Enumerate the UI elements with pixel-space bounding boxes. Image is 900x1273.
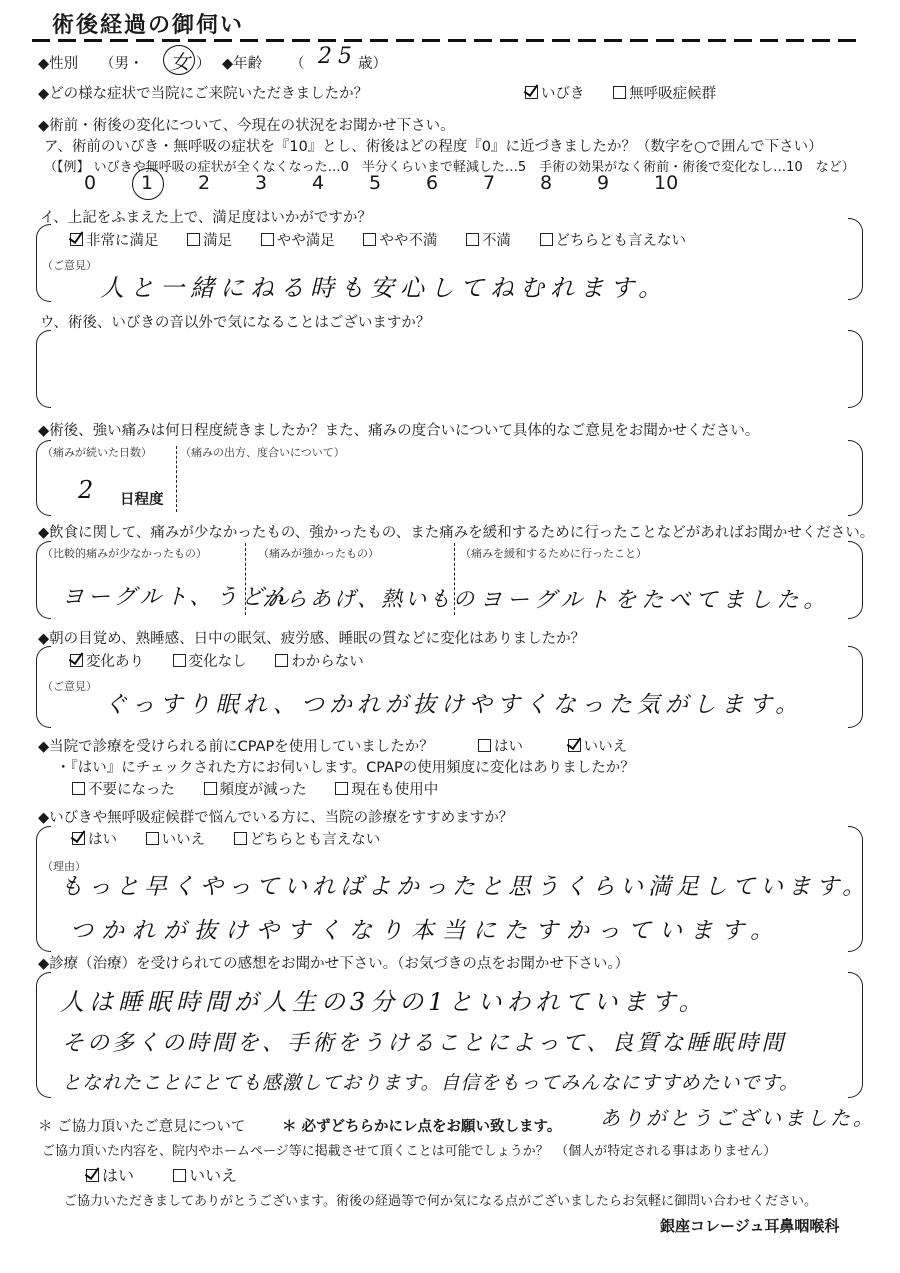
q2-sub-a: ア、術前のいびき・無呼吸の症状を『10』とし、術後はどの程度『0』に近づきましたか？（数字を○で囲んで下さい） [44, 139, 823, 155]
scale-8[interactable]: 8 [540, 172, 553, 194]
q8-options [478, 735, 651, 756]
q10-bracket-right [848, 972, 863, 1098]
gender-selected[interactable]: 女 [170, 50, 196, 74]
checkbox-icon[interactable] [466, 233, 479, 246]
q8-sub-option-less[interactable]: 頻度が減った [204, 782, 307, 798]
scale-1[interactable]: 1 [141, 172, 154, 194]
q5-text: ◆術後、強い痛みは何日程度続きましたか？また、痛みの度合いについて具体的なご意見をお聞かせください。 [38, 423, 760, 439]
q1-options [525, 82, 740, 103]
checkbox-checked-icon[interactable] [568, 739, 581, 752]
gender-circle [163, 45, 195, 75]
consent-heading-b: ＊ 必ずどちらかにレ点をお願い致します。 [282, 1119, 562, 1135]
checkbox-icon[interactable] [335, 782, 348, 795]
q7-option-changed[interactable]: 変化あり [70, 654, 144, 670]
q6-col3-label: （痛みを緩和するために行ったこと） [460, 547, 647, 560]
q10-line2[interactable]: その多くの時間を、手術をうけることによって、良質な睡眠時間 [62, 1031, 787, 1056]
q9-reason-label: （理由） [42, 860, 86, 873]
q7-option-no-change[interactable]: 変化なし [173, 654, 247, 670]
checkbox-checked-icon[interactable] [70, 233, 83, 246]
checkbox-icon[interactable] [613, 86, 626, 99]
checkbox-icon[interactable] [234, 832, 247, 845]
q9-option-no[interactable]: いいえ [146, 832, 206, 848]
consent-heading-a: ＊ ご協力頂いたご意見について [38, 1119, 246, 1135]
q8-option-no[interactable]: いいえ [568, 739, 628, 755]
q1-text: ◆どの様な症状で当院にご来院いただきましたか？ [38, 86, 369, 102]
q10-line4[interactable]: ありがとうございました。 [600, 1106, 876, 1130]
q1-option-apnea[interactable]: 無呼吸症候群 [613, 86, 716, 102]
q6-col2[interactable]: からあげ、熱いもの [262, 587, 478, 611]
scale-3[interactable]: 3 [255, 172, 268, 194]
scale-5[interactable]: 5 [369, 172, 382, 194]
q6-bracket-right [848, 541, 863, 619]
checkbox-icon[interactable] [540, 233, 553, 246]
checkbox-icon[interactable] [478, 739, 491, 752]
q6-text: ◆飲食に関して、痛みが少なかったもの、強かったもの、また痛みを緩和するために行ったことなどがあればお聞かせください。 [38, 525, 875, 541]
age-unit: 歳） [358, 56, 387, 72]
consent-options [86, 1163, 261, 1186]
consent-option-yes[interactable]: はい [86, 1166, 134, 1185]
q3-comment-label: （ご意見） [42, 259, 97, 272]
gender-close: ） [196, 56, 211, 72]
q3-bracket-right [848, 218, 863, 300]
q3-option-somewhat-unsatisfied[interactable]: やや不満 [363, 233, 437, 249]
age-label: ◆年齢 [222, 56, 263, 72]
checkbox-icon[interactable] [173, 654, 186, 667]
checkbox-icon[interactable] [146, 832, 159, 845]
checkbox-icon[interactable] [187, 233, 200, 246]
consent-option-no[interactable]: いいえ [173, 1166, 237, 1185]
q7-options [70, 650, 388, 671]
age-value[interactable]: 25 [318, 44, 358, 69]
scale-9[interactable]: 9 [597, 172, 610, 194]
q5-days-label: （痛みが続いた日数） [42, 446, 152, 459]
q3-comment[interactable]: 人と一緒にねる時も安心してねむれます。 [100, 274, 669, 302]
q5-days-unit: 日程度 [120, 492, 164, 508]
q2-scale [84, 172, 711, 194]
q3-text: イ、上記をふまえた上で、満足度はいかがですか？ [40, 210, 372, 226]
q6-col1[interactable]: ヨーグルト、うどん [62, 585, 294, 610]
q5-detail-label: （痛みの出方、度合いについて） [180, 446, 345, 459]
q9-option-neutral[interactable]: どちらとも言えない [234, 832, 381, 848]
q5-divider [176, 446, 177, 512]
q6-col2-label: （痛みが強かったもの） [258, 547, 379, 560]
checkbox-checked-icon[interactable] [70, 654, 83, 667]
scale-7[interactable]: 7 [483, 172, 496, 194]
q3-option-very-satisfied[interactable]: 非常に満足 [70, 233, 159, 249]
q4-bracket-left [36, 330, 51, 408]
q10-line1[interactable]: 人は睡眠時間が人生の3分の1といわれています。 [60, 988, 708, 1016]
q4-bracket-right [848, 330, 863, 408]
q10-bracket-left [36, 972, 51, 1098]
q7-comment[interactable]: ぐっすり眠れ、つかれが抜けやすくなった気がします。 [104, 692, 804, 718]
q9-reason-line2[interactable]: つかれが抜けやすくなり本当にたすかっています。 [70, 918, 782, 944]
checkbox-checked-icon[interactable] [86, 1169, 99, 1182]
q6-col3[interactable]: ヨーグルトをたべてました。 [480, 588, 831, 613]
consent-question: ご協力頂いた内容を、院内やホームページ等に掲載させて頂くことは可能でしょうか？ （個人が特定される事はありません） [42, 1144, 777, 1159]
q5-bracket-right [848, 440, 863, 516]
q2-example: （【例】 いびきや無呼吸の症状が全くなくなった…0 半分くらいまで軽減した…5 手術の効果がなく術前・術後で変化なし…10 など） [44, 160, 855, 175]
q7-option-unknown[interactable]: わからない [275, 654, 364, 670]
q7-comment-label: （ご意見） [42, 680, 97, 693]
scale-4[interactable]: 4 [312, 172, 325, 194]
checkbox-icon[interactable] [275, 654, 288, 667]
q3-option-neutral[interactable]: どちらとも言えない [540, 233, 687, 249]
q9-options [72, 828, 404, 849]
age-open: （ [290, 56, 305, 72]
scale-selected-circle [132, 168, 164, 200]
q8-sub-option-still[interactable]: 現在も使用中 [335, 782, 438, 798]
q8-text: ◆当院で診療を受けられる前にCPAPを使用していましたか？ [38, 739, 434, 755]
checkbox-icon[interactable] [204, 782, 217, 795]
scale-6[interactable]: 6 [426, 172, 439, 194]
q9-text: ◆いびきや無呼吸症候群で悩んでいる方に、当院の診療をすすめますか？ [38, 810, 514, 826]
checkbox-icon[interactable] [363, 233, 376, 246]
q3-options [70, 229, 710, 250]
gender-label: ◆性別 [38, 56, 79, 72]
title-divider [32, 39, 862, 42]
gender-open: （男・ [100, 56, 144, 72]
q3-option-somewhat-satisfied[interactable]: やや満足 [261, 233, 335, 249]
q6-divider-1 [245, 543, 246, 615]
scale-10[interactable]: 10 [654, 172, 679, 194]
q8-sub-option-unneeded[interactable]: 不要になった [72, 782, 175, 798]
q3-option-unsatisfied[interactable]: 不満 [466, 233, 511, 249]
checkbox-checked-icon[interactable] [525, 86, 538, 99]
q9-option-yes[interactable]: はい [72, 832, 117, 848]
checkbox-checked-icon[interactable] [72, 832, 85, 845]
q6-divider-2 [454, 543, 455, 615]
q4-text: ウ、術後、いびきの音以外で気になることはございますか？ [40, 315, 431, 331]
checkbox-icon[interactable] [261, 233, 274, 246]
page-title: 術後経過の御伺い [52, 13, 245, 38]
consent-thanks: ご協力いただきましてありがとうございます。術後の経過等で何か気になる点がございましたらお気軽に御問い合わせください。 [64, 1194, 817, 1209]
q3-option-satisfied[interactable]: 満足 [187, 233, 232, 249]
clinic-name: 銀座コレージュ耳鼻咽喉科 [660, 1217, 840, 1235]
scale-2[interactable]: 2 [198, 172, 211, 194]
checkbox-icon[interactable] [72, 782, 85, 795]
q1-option-snoring[interactable]: いびき [525, 86, 585, 102]
checkbox-icon[interactable] [173, 1169, 186, 1182]
q5-days-value[interactable]: 2 [78, 476, 100, 504]
q10-line3[interactable]: となれたことにとても感激しております。自信をもってみんなにすすめたいです。 [62, 1072, 800, 1094]
q10-text: ◆診療（治療）を受けられての感想をお聞かせ下さい。（お気づきの点をお聞かせ下さい。） [38, 956, 630, 972]
scale-0[interactable]: 0 [84, 172, 97, 194]
q9-bracket-left [36, 826, 51, 952]
q2-text: ◆術前・術後の変化について、今現在の状況をお聞かせ下さい。 [38, 118, 455, 134]
q9-reason-line1[interactable]: もっと早くやっていればよかったと思うくらい満足しています。 [60, 874, 871, 900]
q7-bracket-right [848, 646, 863, 728]
q7-text: ◆朝の目覚め、熟睡感、日中の眠気、疲労感、睡眠の質などに変化はありましたか？ [38, 631, 586, 647]
q8-option-yes[interactable]: はい [478, 739, 523, 755]
q8-sub: ・『はい』にチェックされた方にお伺いします。CPAPの使用頻度に変化はありましたか？ [56, 760, 635, 776]
q8-sub-options [72, 778, 462, 799]
q6-col1-label: （比較的痛みが少なかったもの） [42, 547, 207, 560]
